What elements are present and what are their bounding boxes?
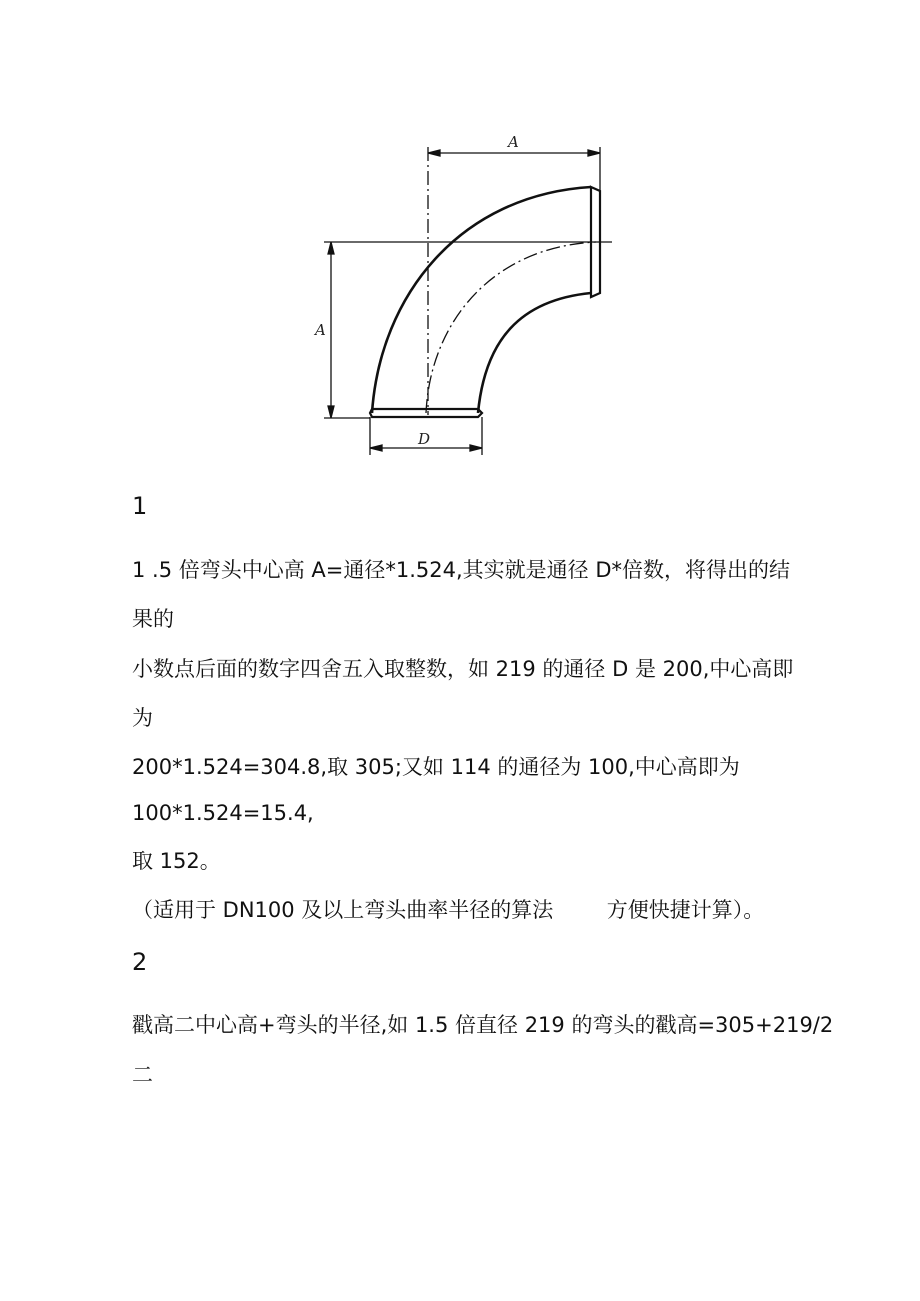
body-line: 二 xyxy=(132,1063,153,1087)
body-line: 为 xyxy=(132,706,153,730)
elbow-diagram xyxy=(300,125,620,460)
body-line: 小数点后面的数字四舍五入取整数，如 219 的通径 D 是 200,中心高即 xyxy=(132,657,794,681)
section-number-2: 2 xyxy=(132,948,148,976)
dimension-label-left: A xyxy=(315,321,326,339)
section-number-1: 1 xyxy=(132,492,148,520)
body-line: 取 152。 xyxy=(132,849,221,873)
body-line: 200*1.524=304.8,取 305;又如 114 的通径为 100,中心高即为 xyxy=(132,755,740,779)
note-line: （适用于 DN100 及以上弯头曲率半径的算法 方便快捷计算）。 xyxy=(132,898,765,922)
dimension-label-bottom: D xyxy=(418,430,431,448)
body-line: 1 .5 倍弯头中心高 A=通径*1.524,其实就是通径 D*倍数，将得出的结 xyxy=(132,558,791,582)
body-line: 戳高二中心高+弯头的半径,如 1.5 倍直径 219 的弯头的戳高=305+219/2 xyxy=(132,1013,834,1037)
dimension-label-top: A xyxy=(508,133,519,151)
body-line: 果的 xyxy=(132,607,174,631)
body-line: 100*1.524=15.4, xyxy=(132,801,314,825)
elbow-drawing xyxy=(300,125,620,460)
